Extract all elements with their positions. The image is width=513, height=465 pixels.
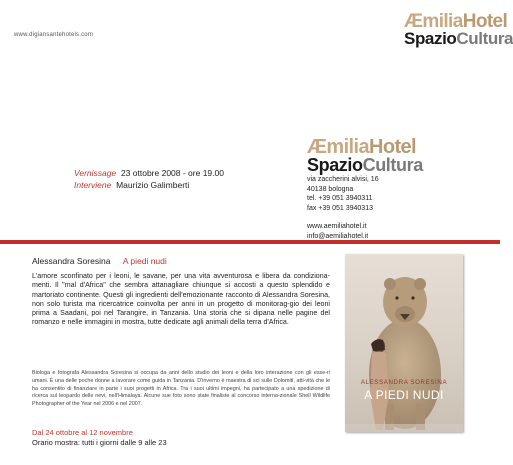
logo-hotel-text: Hotel [368,136,416,158]
logo-cultura-text: Cultura [456,29,513,48]
hotel-address [307,175,379,241]
address-spacer [307,213,379,222]
cover-author-text: ALESSANDRA SORESINA [360,379,448,386]
logo-line-spazio-cultura [307,156,423,174]
logo-spazio-text: Spazio [404,29,457,48]
exhibition-dates [32,428,167,447]
book-cover-illustration [345,254,463,432]
vernissage-row [74,167,224,179]
address-city: 40138 bologna [307,185,354,193]
aemilia-hotel-logo-top [404,12,513,47]
exhibition-hours: Orario mostra: tutti i giorni dalle 9 alle 23 [32,437,167,447]
cover-title-text: A PIEDI NUDI [364,388,444,402]
address-email-link[interactable]: info@aemiliahotel.it [307,232,369,240]
author-bio: Biologa e fotografa Alessandra Soresina si occupa da anni dello studio dei leoni e della loro interazione con gli esse-ri umani. È una delle poche donne a lavorare come guida in Tanzania. D'inverno è maestra di sci sulle Dolomiti, atti-vità che le ha consentito di finanziare in parte i suoi progetti in Africa. Tra i suoi ultimi impegni, ha partecipato a una spedizione di ricerca sul leopardo delle nevi, nell'Himalaya. Alcune sue foto sono state finaliste al concorso interna-zionale Shell Wildlife Photographer of the Year nel 2006 e nel 2007. [32,370,330,408]
book-cover-image [345,254,463,432]
logo-aemilia-text: Æmilia [307,136,369,158]
exhibition-description: L'amore sconfinato per i leoni, le savane, per una vita avventurosa e libera da condiziona-menti. Il "mal d'Africa" che sembra attanagliare chiunque si accosti a questo splendido e martoriato continente. Questi gli ingredienti dell'emozionante racconto di Alessandra Soresina, non solo turista ma ricercatrice coinvolta per anni in un progetto di monitorag-gio dei leoni prima a Saadani, poi nel Tarangire, in Tanzania. Una storia che si dipana nelle pagine del romanzo e nelle immagini in mostra, tutte dedicate agli animali della terra d'Africa. [32,272,330,327]
red-divider-bar [0,240,500,244]
vernissage-info [74,167,224,191]
exhibition-author: Alessandra Soresina [32,256,111,266]
address-tel[interactable]: tel. +39 051 3940311 [307,195,373,202]
logo-aemilia-text: Æmilia [404,11,463,32]
exhibition-title: A piedi nudi [122,256,167,266]
logo-cultura-text: Cultura [362,155,423,175]
exhibition-date-range: Dal 24 ottobre al 12 novembre [32,428,133,437]
logo-line-spazio-cultura [404,30,513,47]
address-street: via zaccherini alvisi, 16 [307,176,379,183]
site-url[interactable]: www.digiansantehotels.com [14,32,94,38]
logo-spazio-text: Spazio [307,155,363,175]
logo-line-hotel [307,137,423,157]
address-fax: fax +39 051 3940313 [307,204,373,212]
interviene-label: Interviene [74,180,112,190]
interviene-row [74,179,224,191]
exhibition-heading [32,256,167,266]
logo-hotel-text: Hotel [462,11,508,32]
aemilia-hotel-logo-main [307,137,423,174]
address-web-link[interactable]: www.aemiliahotel.it [307,223,367,230]
vernissage-date: 23 ottobre 2008 - ore 19.00 [120,168,224,178]
interviene-name: Maurizio Galimberti [116,180,190,190]
vernissage-label: Vernissage [74,168,117,178]
